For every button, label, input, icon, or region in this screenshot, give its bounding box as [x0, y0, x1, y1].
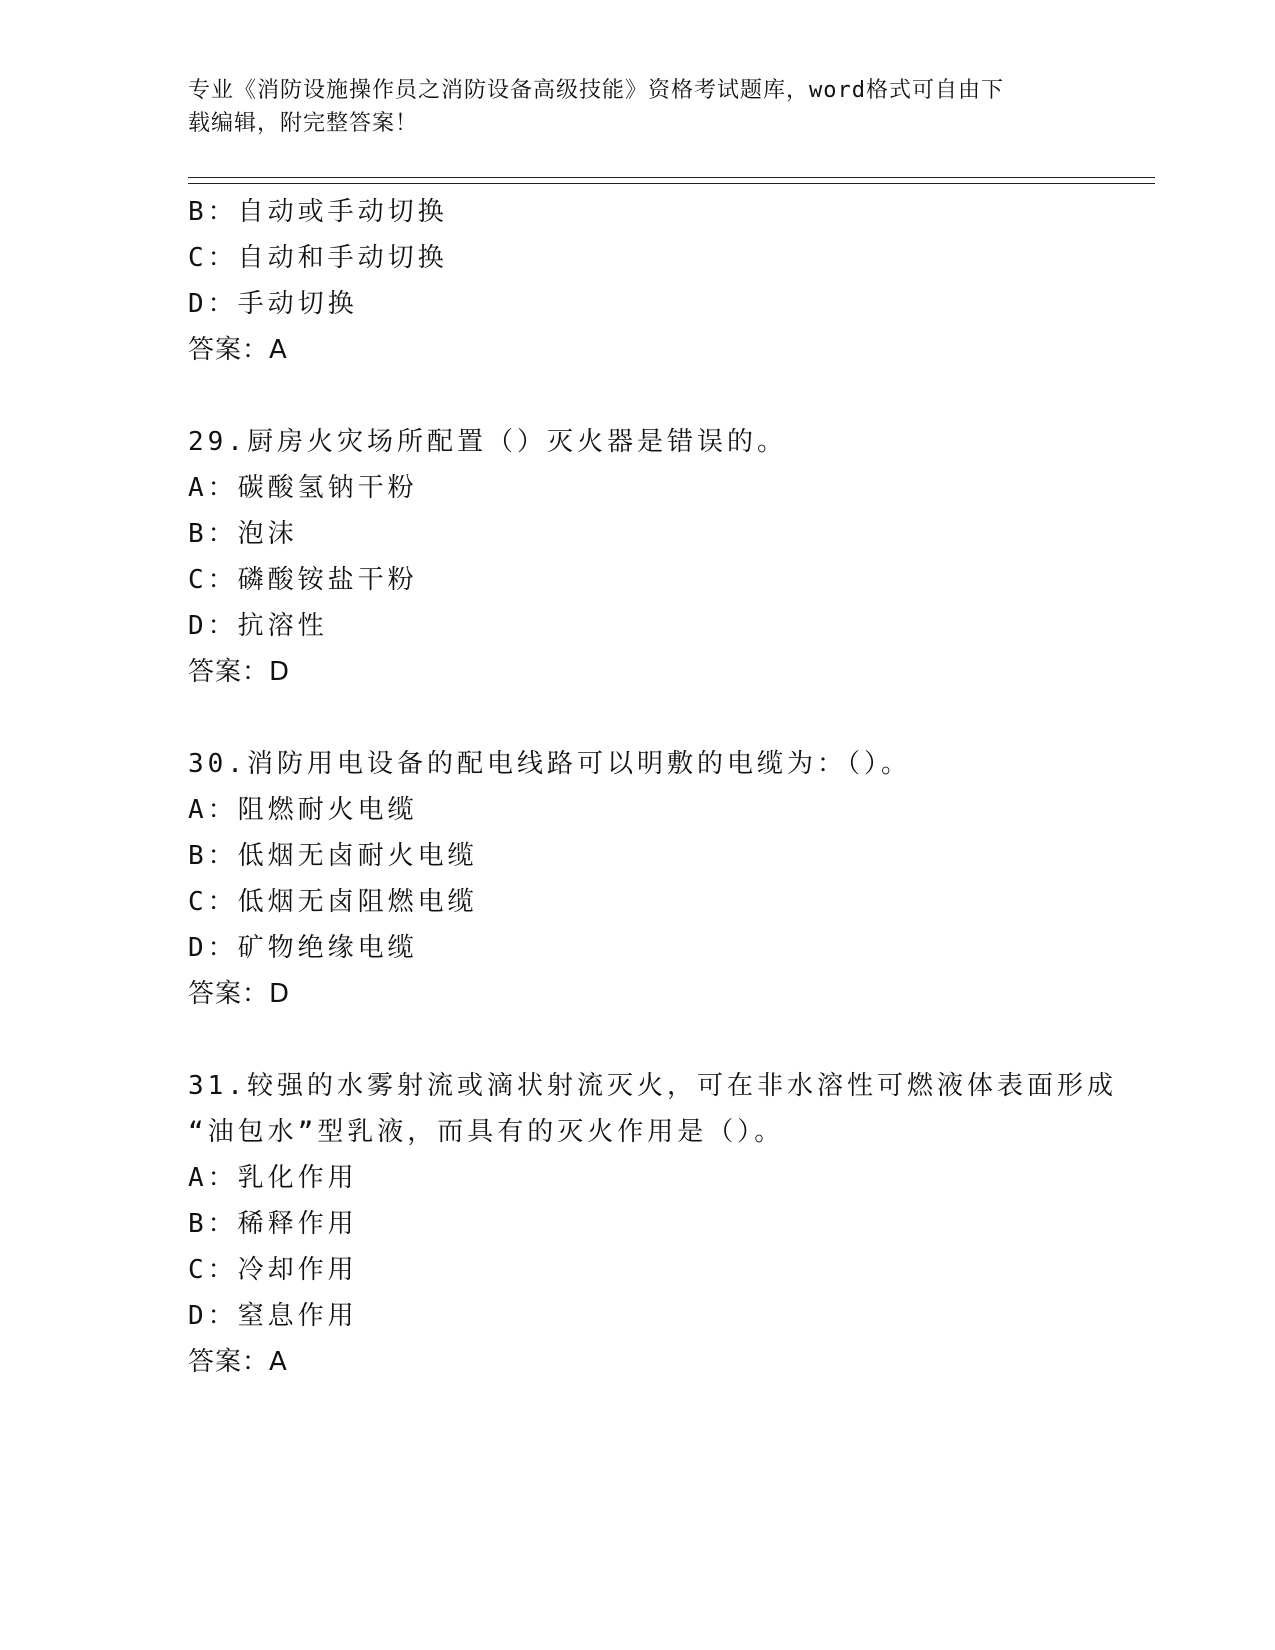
answer-line: 答案：A — [188, 335, 288, 365]
question-30 — [188, 741, 1148, 1017]
option-b: B：稀释作用 — [188, 1209, 358, 1239]
option-a: A：碳酸氢钠干粉 — [188, 473, 418, 503]
header-line-1: 专业《消防设施操作员之消防设备高级技能》资格考试题库，word格式可自由下 — [188, 78, 1004, 103]
option-d: D：窒息作用 — [188, 1301, 358, 1331]
header-line-2: 载编辑，附完整答案！ — [188, 111, 419, 136]
header-divider-top — [188, 177, 1155, 178]
spacer — [188, 1017, 1148, 1063]
option-c: C：低烟无卤阻燃电缆 — [188, 887, 478, 917]
option-d: D：矿物绝缘电缆 — [188, 933, 418, 963]
question-29 — [188, 419, 1148, 695]
option-b: B：低烟无卤耐火电缆 — [188, 841, 478, 871]
question-28-continued — [188, 189, 1148, 373]
option-d: D：抗溶性 — [188, 611, 328, 641]
option-a: A：乳化作用 — [188, 1163, 358, 1193]
spacer — [188, 695, 1148, 741]
question-stem: 30.消防用电设备的配电线路可以明敷的电缆为：（）。 — [188, 749, 911, 779]
question-stem: 29.厨房火灾场所配置（）灭火器是错误的。 — [188, 427, 787, 457]
option-b: B：自动或手动切换 — [188, 197, 448, 227]
question-31 — [188, 1063, 1148, 1385]
header-divider-bottom — [188, 183, 1155, 184]
answer-line: 答案：D — [188, 657, 291, 687]
option-c: C：磷酸铵盐干粉 — [188, 565, 418, 595]
spacer — [188, 373, 1148, 419]
option-c: C：自动和手动切换 — [188, 243, 448, 273]
document-header — [188, 74, 1068, 140]
question-list — [188, 189, 1148, 1385]
answer-line: 答案：D — [188, 979, 291, 1009]
option-a: A：阻燃耐火电缆 — [188, 795, 418, 825]
option-b: B：泡沫 — [188, 519, 298, 549]
answer-line: 答案：A — [188, 1347, 288, 1377]
question-stem: 31.较强的水雾射流或滴状射流灭火，可在非水溶性可燃液体表面形成 — [188, 1071, 1117, 1101]
question-stem-continued: “油包水”型乳液，而具有的灭火作用是（）。 — [188, 1117, 785, 1147]
option-c: C：冷却作用 — [188, 1255, 358, 1285]
option-d: D：手动切换 — [188, 289, 358, 319]
